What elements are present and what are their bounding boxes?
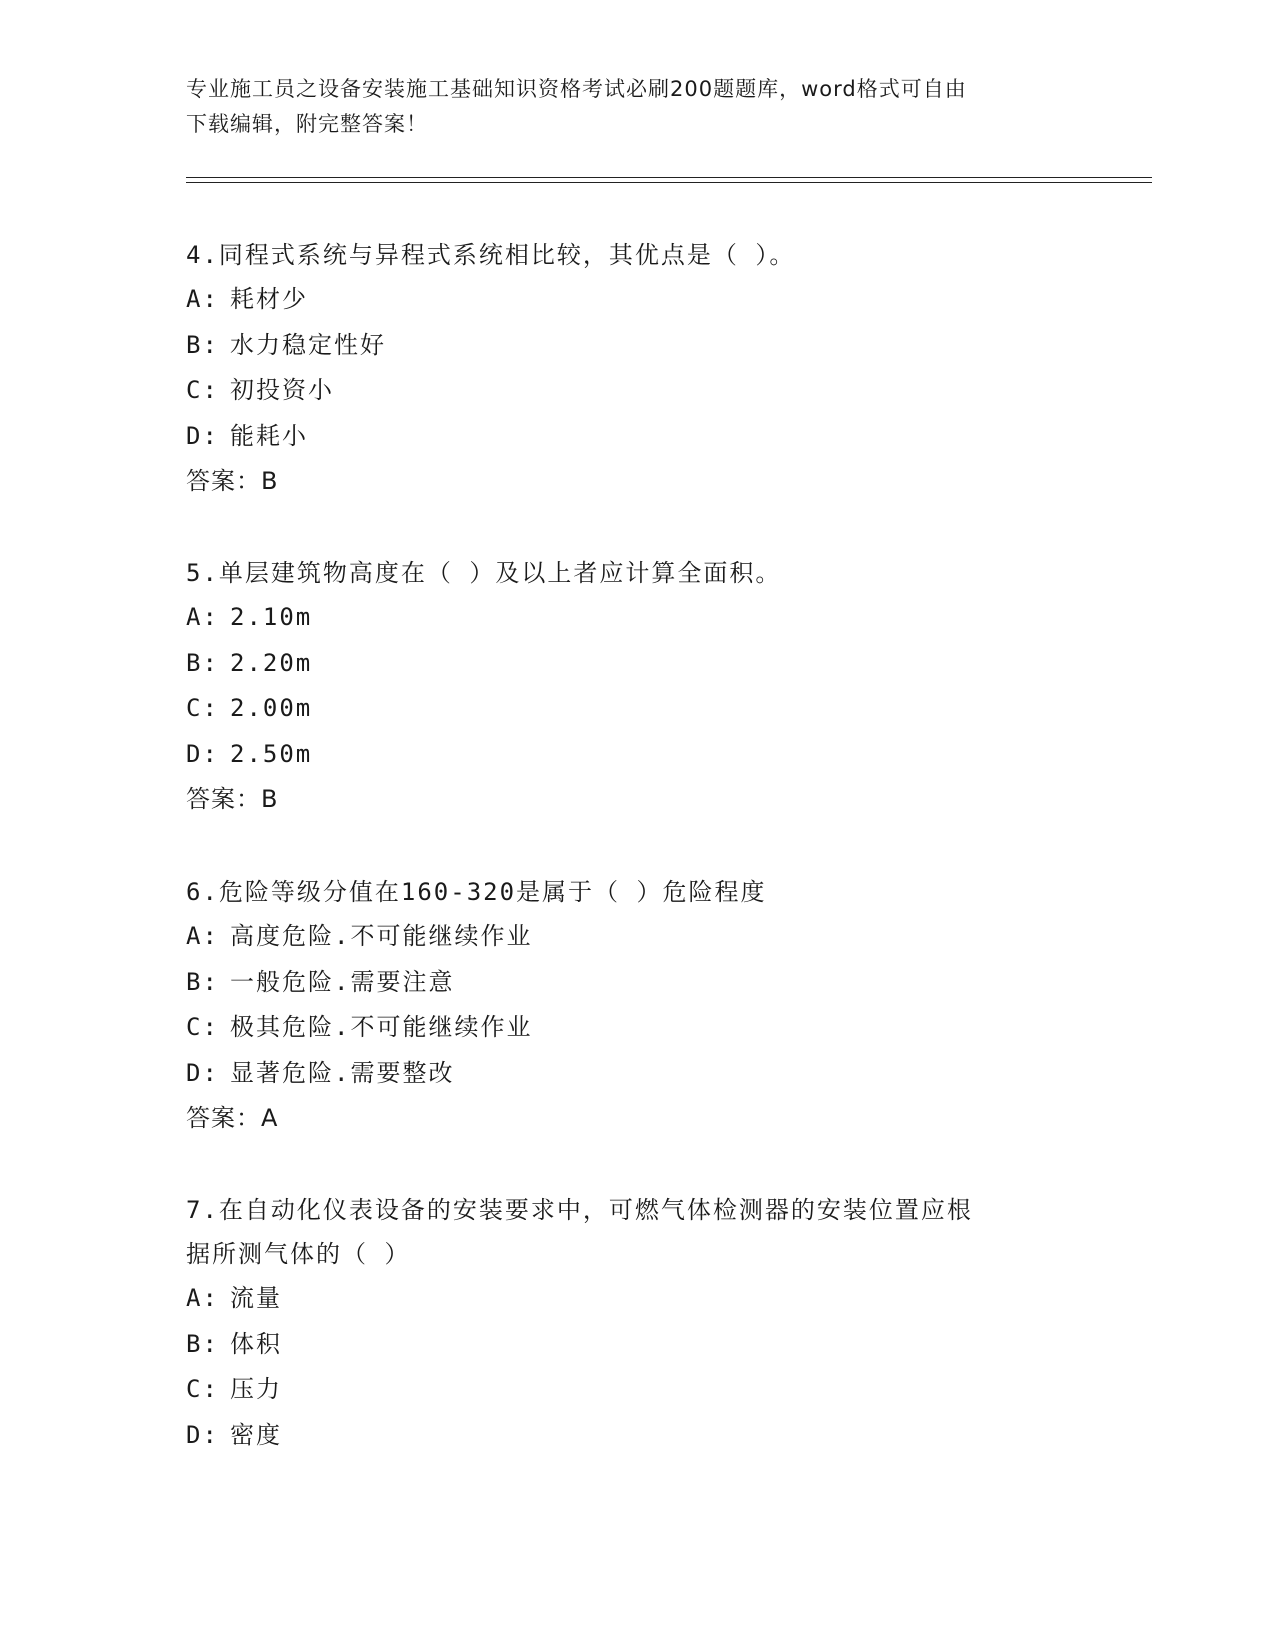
option-letter: C: xyxy=(186,694,219,722)
answer-label: 答案：A xyxy=(186,1104,279,1132)
option-a xyxy=(186,914,1086,960)
question-6 xyxy=(186,870,1086,1141)
question-4 xyxy=(186,233,1086,504)
option-letter: C: xyxy=(186,1013,219,1041)
header-divider-top xyxy=(186,177,1152,178)
question-5 xyxy=(186,551,1086,822)
option-letter: C: xyxy=(186,1375,219,1403)
option-b xyxy=(186,960,1086,1006)
option-letter: D: xyxy=(186,421,219,450)
option-text: 一般危险.需要注意 xyxy=(230,967,455,996)
option-d xyxy=(186,1051,1086,1097)
question-stem-line-2: 据所测气体的（ ） xyxy=(186,1240,411,1268)
option-letter: B: xyxy=(186,330,219,359)
question-7 xyxy=(186,1188,1086,1458)
document-header xyxy=(186,72,1086,142)
option-text: 高度危险.不可能继续作业 xyxy=(230,922,533,950)
header-title-line-1: 专业施工员之设备安装施工基础知识资格考试必刷200题题库，word格式可自由 xyxy=(186,77,967,101)
answer-label: 答案：B xyxy=(186,467,279,495)
option-text: 密度 xyxy=(230,1420,282,1449)
option-a xyxy=(186,277,1086,323)
option-text: 水力稳定性好 xyxy=(230,330,386,359)
option-letter: D: xyxy=(186,739,219,768)
option-c xyxy=(186,686,1086,732)
option-text: 显著危险.需要整改 xyxy=(230,1058,455,1087)
option-d xyxy=(186,414,1086,460)
option-text: 2.50m xyxy=(230,739,313,768)
question-stem: 6.危险等级分值在160-320是属于（ ）危险程度 xyxy=(186,878,767,906)
option-b xyxy=(186,641,1086,687)
option-text: 能耗小 xyxy=(230,421,308,450)
option-text: 流量 xyxy=(230,1284,282,1312)
question-stem: 5.单层建筑物高度在（ ）及以上者应计算全面积。 xyxy=(186,559,782,587)
option-d xyxy=(186,1413,1086,1459)
option-d xyxy=(186,732,1086,778)
option-letter: D: xyxy=(186,1058,219,1087)
answer-label: 答案：B xyxy=(186,785,279,813)
option-a xyxy=(186,1276,1086,1322)
option-text: 2.10m xyxy=(230,603,313,631)
option-b xyxy=(186,1322,1086,1368)
option-letter: D: xyxy=(186,1420,219,1449)
option-c xyxy=(186,1005,1086,1051)
question-stem: 4.同程式系统与异程式系统相比较，其优点是（ ）。 xyxy=(186,241,796,269)
header-title-line-2: 下载编辑，附完整答案！ xyxy=(186,112,428,136)
option-text: 初投资小 xyxy=(230,376,334,404)
option-c xyxy=(186,368,1086,414)
option-letter: A: xyxy=(186,285,219,313)
option-letter: A: xyxy=(186,1284,219,1312)
option-letter: A: xyxy=(186,922,219,950)
option-text: 耗材少 xyxy=(230,285,308,313)
option-letter: A: xyxy=(186,603,219,631)
option-text: 压力 xyxy=(230,1375,282,1403)
option-letter: C: xyxy=(186,376,219,404)
option-letter: B: xyxy=(186,967,219,996)
option-letter: B: xyxy=(186,648,219,677)
header-divider-bottom xyxy=(186,182,1152,183)
question-stem-line-1: 7.在自动化仪表设备的安装要求中，可燃气体检测器的安装位置应根 xyxy=(186,1196,973,1224)
option-text: 2.00m xyxy=(230,694,313,722)
option-c xyxy=(186,1367,1086,1413)
option-b xyxy=(186,323,1086,369)
option-letter: B: xyxy=(186,1329,219,1358)
option-text: 极其危险.不可能继续作业 xyxy=(230,1013,533,1041)
option-text: 体积 xyxy=(230,1329,282,1358)
option-a xyxy=(186,595,1086,641)
option-text: 2.20m xyxy=(230,648,313,677)
